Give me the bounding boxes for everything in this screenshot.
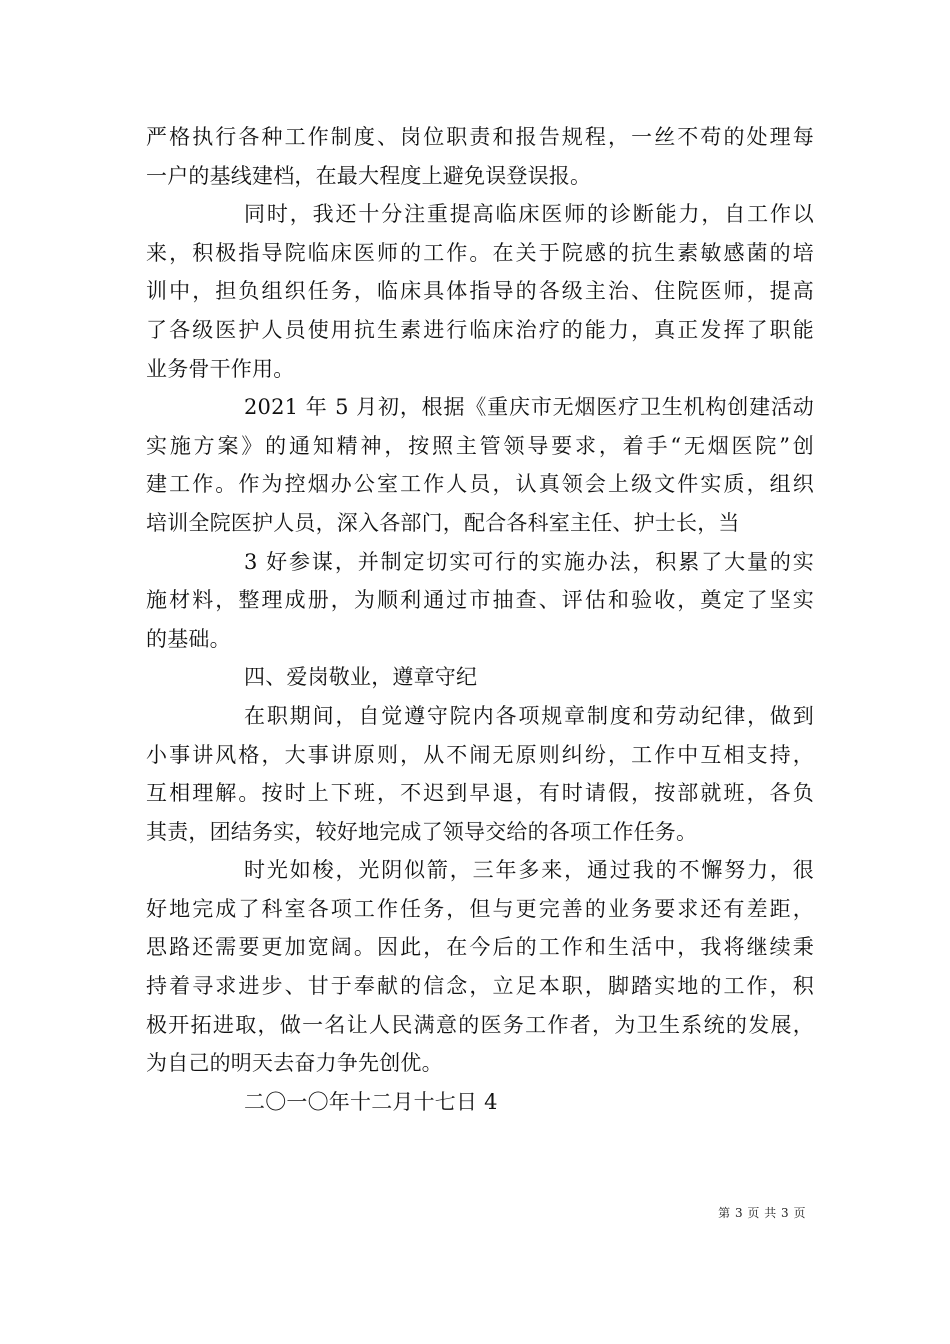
document-body [146,118,814,1121]
text-line: 培训全院医护人员，深入各部门，配合各科室主任、护士长，当 [146,510,740,535]
text-line: 的基础。 [146,626,231,651]
text-line: 了各级医护人员使用抗生素进行临床治疗的能力，真正发挥了职能 [146,317,814,342]
text-line: 其责，团结务实，较好地完成了领导交给的各项工作任务。 [146,819,698,844]
text-line: 思路还需要更加宽阔。因此，在今后的工作和生活中，我将继续秉 [146,935,814,960]
paragraph-start-line: 在职期间，自觉遵守院内各项规章制度和劳动纪律，做到 [244,703,814,728]
paragraph-start-line: 3 好参谋，并制定切实可行的实施办法，积累了大量的实 [244,549,814,574]
paragraph-start-line: 2021 年 5 月初，根据《重庆市无烟医疗卫生机构创建活动 [244,395,814,420]
text-line: 来，积极指导院临床医师的工作。在关于院感的抗生素敏感菌的培 [146,240,814,265]
page-number: 第 3 页 共 3 页 [718,1206,806,1220]
text-line: 实施方案》的通知精神，按照主管领导要求，着手“无烟医院”创 [146,433,814,458]
text-line: 互相理解。按时上下班，不迟到早退，有时请假，按部就班，各负 [146,781,814,806]
text-line: 建工作。作为控烟办公室工作人员，认真领会上级文件实质，组织 [146,472,814,497]
text-line: 施材料，整理成册，为顺利通过市抽查、评估和验收，奠定了坚实 [146,588,814,613]
text-line: 好地完成了科室各项工作任务，但与更完善的业务要求还有差距， [146,896,814,921]
text-line: 持着寻求进步、甘于奉献的信念，立足本职，脚踏实地的工作，积 [146,974,814,999]
text-line: 小事讲风格，大事讲原则，从不闹无原则纠纷，工作中互相支持， [146,742,814,767]
text-line: 严格执行各种工作制度、岗位职责和报告规程，一丝不苟的处理每 [146,125,814,149]
date-line: 二〇一〇年十二月十七日 4 [244,1089,498,1114]
text-line: 为自己的明天去奋力争先创优。 [146,1051,443,1076]
text-line: 极开拓进取，做一名让人民满意的医务工作者，为卫生系统的发展， [146,1012,814,1037]
paragraph-start-line: 时光如梭，光阴似箭，三年多来，通过我的不懈努力，很 [244,858,814,883]
text-line: 一户的基线建档，在最大程度上避免误登误报。 [146,163,592,188]
section-heading: 四、爱岗敬业，遵章守纪 [244,665,478,690]
text-line: 业务骨干作用。 [146,356,295,381]
text-line: 训中，担负组织任务，临床具体指导的各级主治、住院医师，提高 [146,279,814,304]
paragraph-start-line: 同时，我还十分注重提高临床医师的诊断能力，自工作以 [244,202,814,227]
